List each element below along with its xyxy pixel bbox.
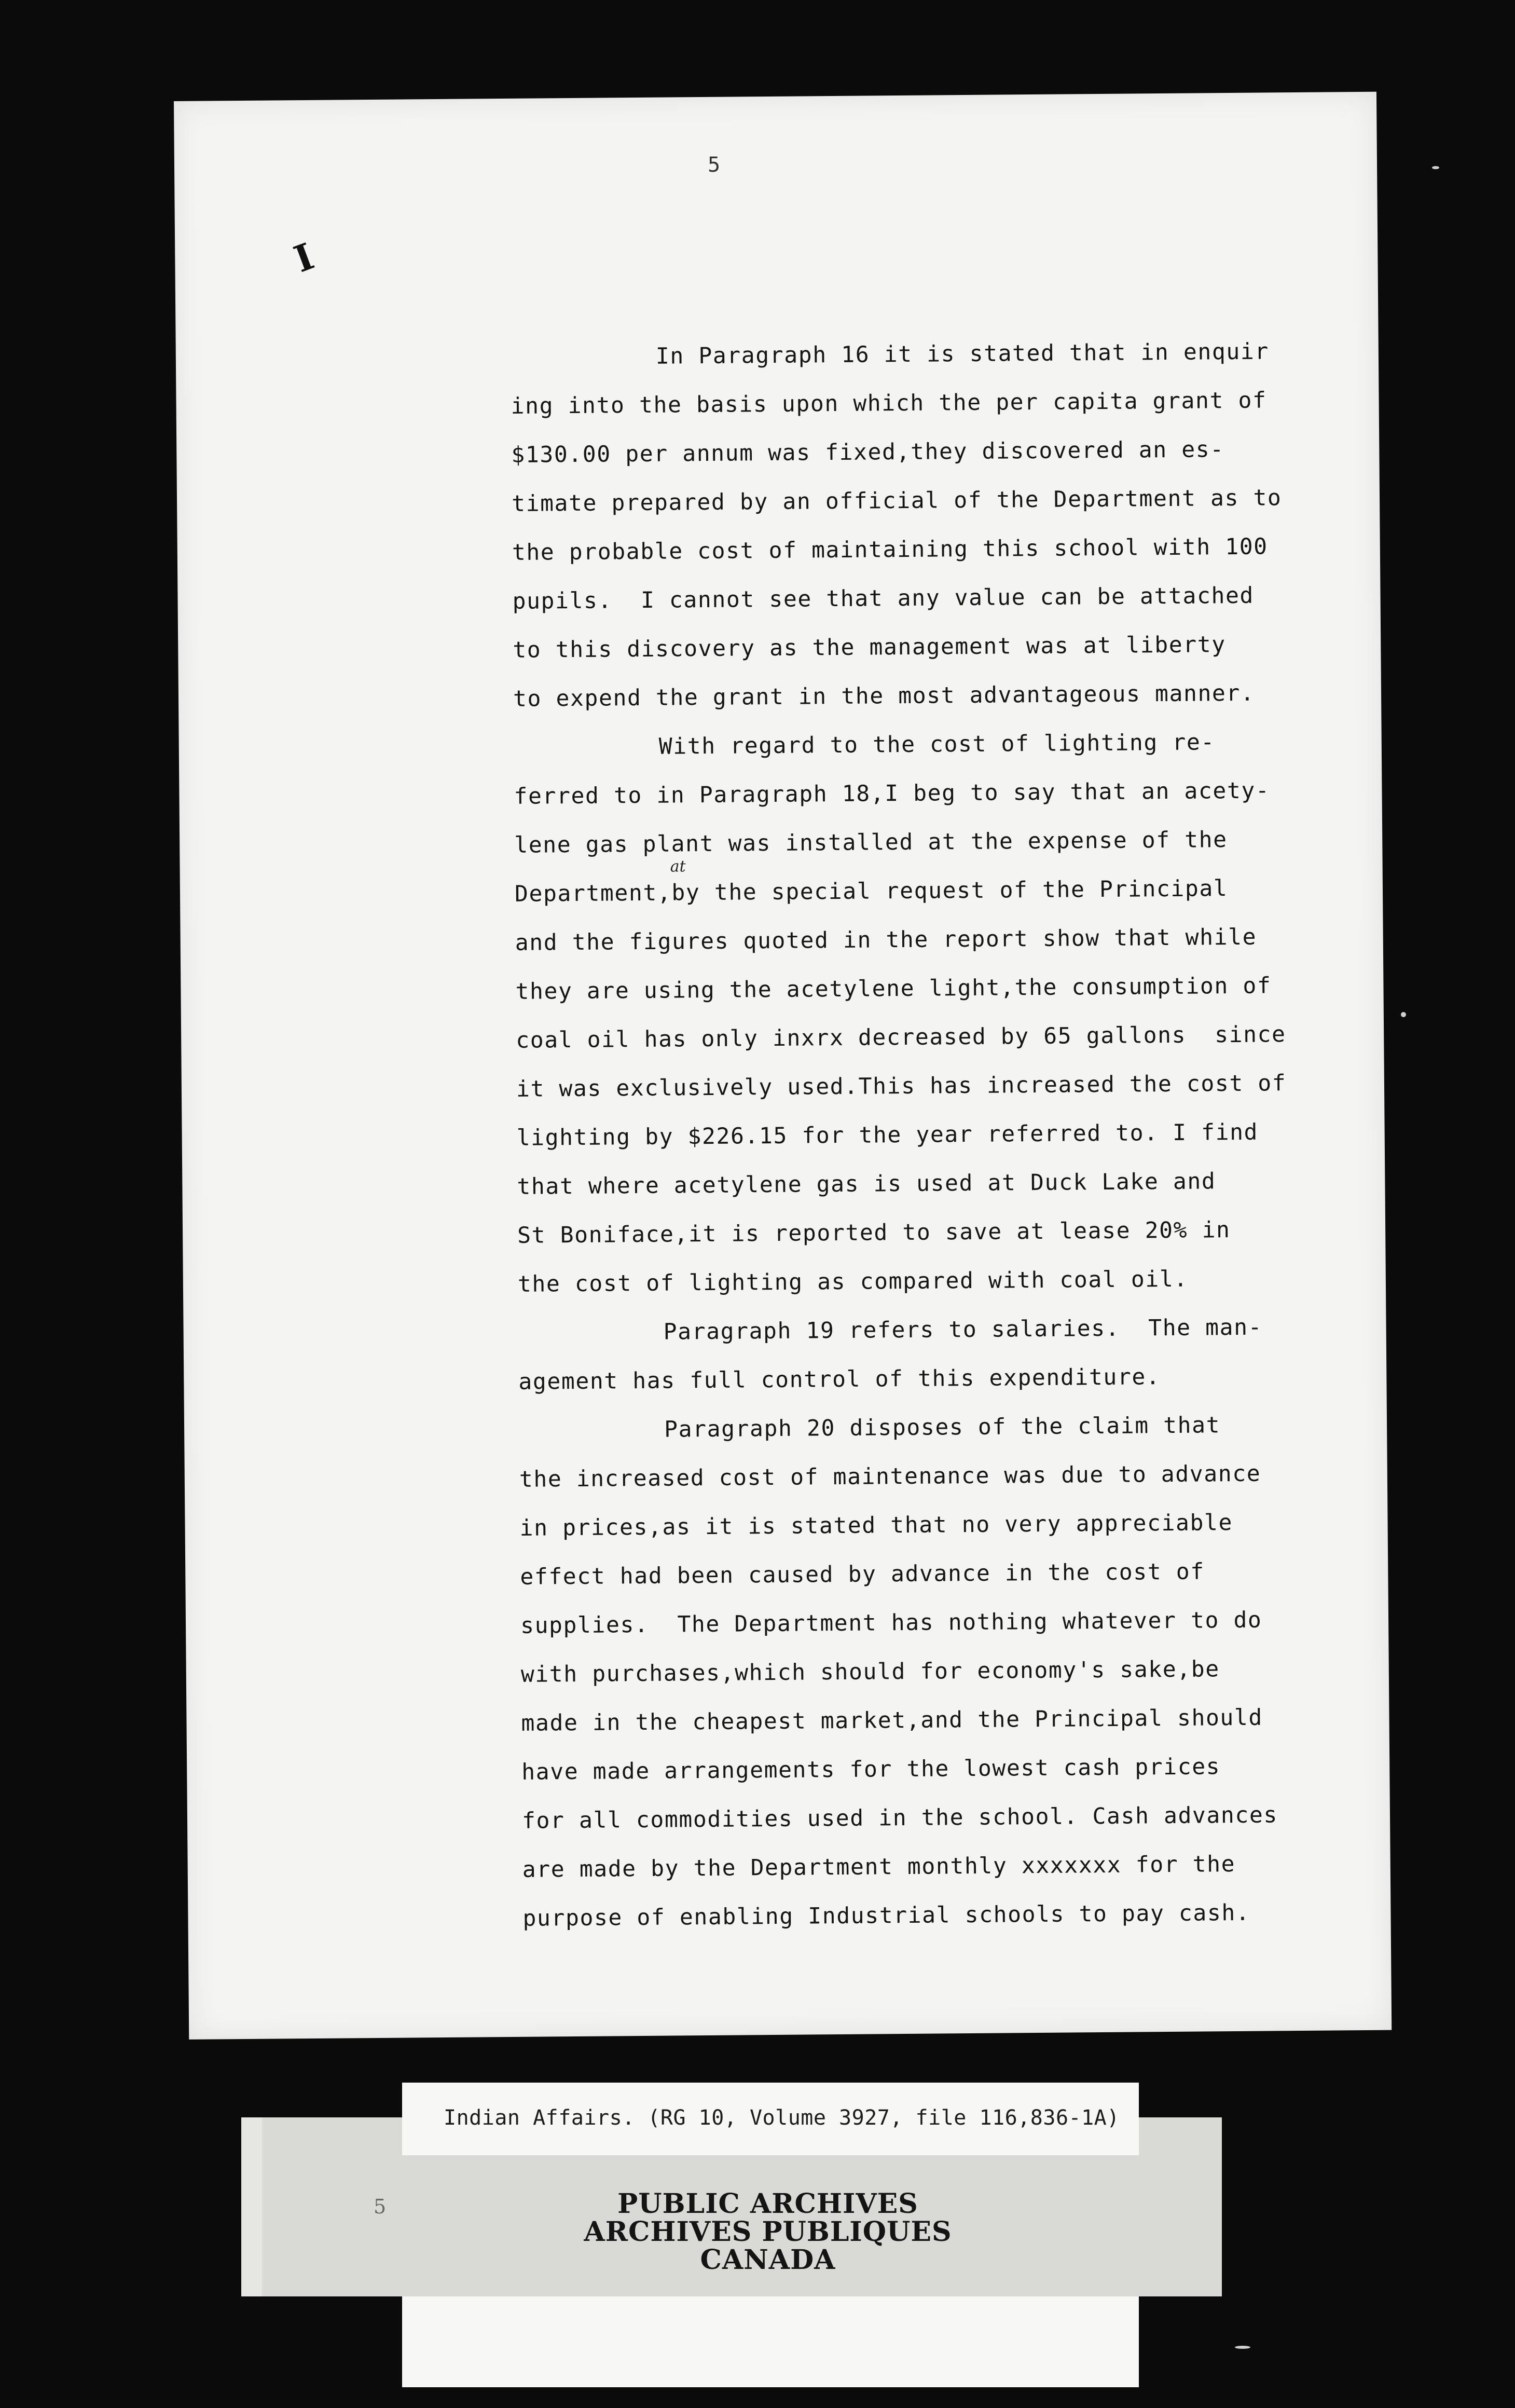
stamp-line: CANADA bbox=[700, 2244, 836, 2276]
citation-text: Indian Affairs. (RG 10, Volume 3927, file 116,836-1A) bbox=[444, 2106, 1120, 2130]
text-line: St Boniface,it is reported to save at lease 20% in bbox=[517, 1217, 1231, 1249]
text-line: supplies. The Department has nothing whatever to do bbox=[520, 1607, 1262, 1639]
film-speck bbox=[1432, 166, 1439, 169]
text-line: it was exclusively used.This has increased the cost of bbox=[516, 1070, 1287, 1102]
text-line: Department,by the special request of the Principal bbox=[514, 875, 1228, 907]
text-line: the increased cost of maintenance was due to advance bbox=[519, 1460, 1261, 1493]
text-line: timate prepared by an official of the Department as to bbox=[511, 485, 1282, 517]
archives-stamp bbox=[571, 2190, 965, 2274]
text-line: they are using the acetylene light,the consumption of bbox=[515, 973, 1272, 1005]
text-line: Paragraph 19 refers to salaries. The man- bbox=[663, 1314, 1263, 1345]
document-page bbox=[174, 92, 1392, 2040]
text-line: $130.00 per annum was fixed,they discovered an es- bbox=[511, 436, 1224, 468]
text-line: ing into the basis upon which the per capita grant of bbox=[511, 387, 1267, 419]
margin-mark: I bbox=[288, 234, 320, 281]
strip-edge bbox=[241, 2117, 262, 2296]
text-line: that where acetylene gas is used at Duck Lake and bbox=[517, 1168, 1216, 1200]
text-line: coal oil has only inxrx decreased by 65 gallons since bbox=[516, 1021, 1286, 1054]
film-speck bbox=[1401, 1012, 1406, 1017]
page-number: 5 bbox=[707, 153, 721, 177]
text-line: lene gas plant was installed at the expense of the bbox=[514, 827, 1228, 858]
text-line: ferred to in Paragraph 18,I beg to say that an acety- bbox=[514, 777, 1270, 810]
label-bottom-card bbox=[402, 2296, 1139, 2387]
text-line: pupils. I cannot see that any value can be attached bbox=[512, 582, 1255, 614]
text-line: purpose of enabling Industrial schools to pay cash. bbox=[522, 1899, 1250, 1932]
film-speck bbox=[1235, 2346, 1250, 2349]
text-line: to expend the grant in the most advantageous manner. bbox=[513, 680, 1255, 712]
text-line: in prices,as it is stated that no very appreciable bbox=[519, 1510, 1233, 1541]
text-line: to this discovery as the management was at liberty bbox=[513, 632, 1226, 663]
text-line: With regard to the cost of lighting re- bbox=[658, 729, 1216, 760]
text-line: effect had been caused by advance in the cost of bbox=[520, 1558, 1205, 1590]
letter-body bbox=[174, 92, 1392, 2040]
stamp-line: PUBLIC ARCHIVES bbox=[617, 2188, 918, 2220]
text-line: for all commodities used in the school. Cash advances bbox=[521, 1802, 1278, 1834]
text-line: and the figures quoted in the report show that while bbox=[515, 924, 1257, 956]
text-line: In Paragraph 16 it is stated that in enquir bbox=[655, 338, 1270, 370]
text-line: the probable cost of maintaining this school with 100 bbox=[512, 533, 1268, 566]
text-line: are made by the Department monthly xxxxxxx for the bbox=[522, 1851, 1236, 1883]
text-line: with purchases,which should for economy's sake,be bbox=[520, 1656, 1220, 1688]
text-line: Paragraph 20 disposes of the claim that bbox=[664, 1412, 1221, 1443]
text-line: have made arrangements for the lowest cash prices bbox=[521, 1754, 1221, 1785]
citation-label bbox=[402, 2083, 1139, 2155]
handwritten-annotation: at bbox=[670, 857, 686, 876]
text-line: lighting by $226.15 for the year referred to. I find bbox=[516, 1119, 1259, 1151]
strip-number: 5 bbox=[374, 2195, 387, 2218]
text-line: made in the cheapest market,and the Principal should bbox=[521, 1704, 1263, 1736]
text-line: agement has full control of this expenditure. bbox=[518, 1364, 1161, 1395]
text-line: the cost of lighting as compared with coal oil. bbox=[517, 1266, 1189, 1297]
stamp-line: ARCHIVES PUBLIQUES bbox=[584, 2216, 952, 2248]
